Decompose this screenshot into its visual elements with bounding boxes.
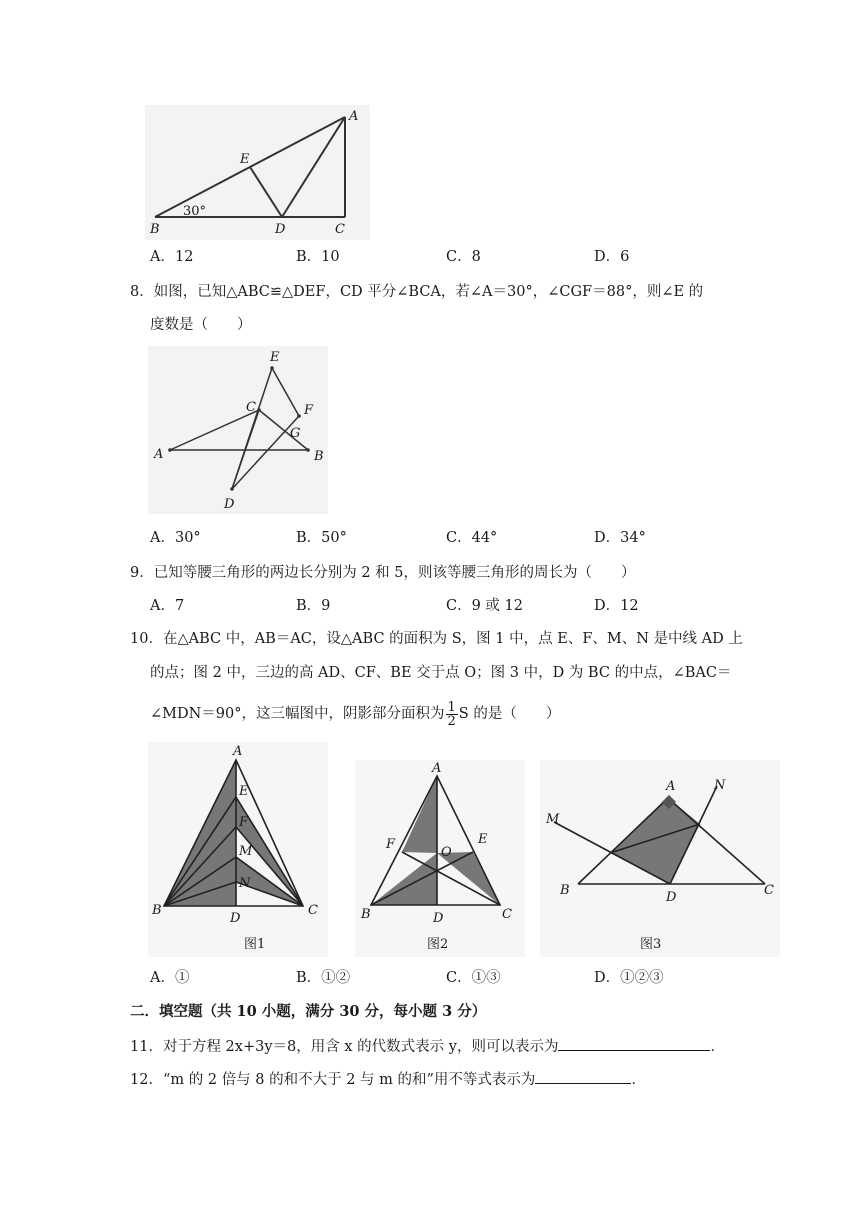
q11-answer-blank[interactable]: [558, 1036, 710, 1051]
fig1-label-n: N: [239, 876, 251, 891]
fig2-label-o: O: [441, 845, 452, 860]
fig3-label-n: N: [714, 778, 726, 793]
fig1-label-c: C: [308, 903, 318, 918]
fig1-label-b: B: [152, 903, 162, 918]
fig1-label-m: M: [239, 844, 253, 859]
q7-angle-label: 30°: [183, 204, 207, 219]
q10-option-a: A．①: [150, 970, 190, 986]
q12-stem: [130, 1069, 646, 1090]
fig2-label-e: E: [478, 832, 488, 847]
q10-stem-line1: 10．在△ABC 中，AB＝AC，设△ABC 的面积为 S，图 1 中，点 E、F、M、N 是中线 AD 上: [130, 631, 743, 647]
q8-label-g: G: [290, 426, 301, 441]
q7-label-d: D: [275, 222, 286, 237]
fig2-label-c: C: [502, 907, 512, 922]
q7-label-a: A: [349, 109, 359, 124]
q9-option-a: A．7: [150, 598, 185, 614]
fig3-label-m: M: [546, 812, 560, 827]
fig1-label-a: A: [233, 744, 243, 759]
q11-end: ．: [710, 1039, 725, 1055]
q10-option-b: B．①②: [296, 970, 351, 986]
q12-end: ．: [631, 1072, 646, 1088]
q8-figure: [148, 346, 328, 514]
q8-option-b: B．50°: [296, 530, 347, 546]
q10-stem-line2: 的点；图 2 中，三边的高 AD、CF、BE 交于点 O；图 3 中，D 为 BC 的中点，∠BAC＝: [150, 665, 732, 681]
fig3-label-b: B: [560, 883, 570, 898]
q9-option-b: B．9: [296, 598, 331, 614]
q10-stem-line3-pre: ∠MDN＝90°，这三幅图中，阴影部分面积为: [150, 706, 445, 722]
q10-figure-2: [355, 760, 525, 957]
fig2-label-d: D: [433, 911, 444, 926]
q7-option-c: C．8: [446, 249, 481, 265]
q9-stem: 9．已知等腰三角形的两边长分别为 2 和 5，则该等腰三角形的周长为（ ）: [130, 565, 636, 581]
q10-option-c: C．①③: [446, 970, 501, 986]
q10-fraction-numerator: 1: [447, 699, 456, 715]
fig3-label-d: D: [666, 890, 677, 905]
q8-option-c: C．44°: [446, 530, 498, 546]
q12-text: 12．“m 的 2 倍与 8 的和不大于 2 与 m 的和”用不等式表示为: [130, 1072, 536, 1088]
q9-option-c: C．9 或 12: [446, 598, 523, 614]
fig1-label-f: F: [239, 815, 249, 830]
fig3-label-a: A: [666, 779, 676, 794]
q10-stem-line3-post: S 的是（ ）: [458, 706, 561, 722]
q8-stem-line2: 度数是（ ）: [150, 317, 252, 333]
q8-label-d: D: [224, 497, 235, 512]
fig2-caption: 图2: [427, 937, 449, 952]
fig1-label-d: D: [230, 911, 241, 926]
q11-stem: [130, 1036, 725, 1057]
q8-option-a: A．30°: [150, 530, 201, 546]
q10-fraction-denominator: 2: [447, 713, 456, 729]
q8-label-a: A: [154, 447, 164, 462]
q10-fraction: [446, 701, 458, 728]
q7-label-e: E: [240, 152, 250, 167]
q8-label-e: E: [270, 350, 280, 365]
q8-label-f: F: [304, 403, 314, 418]
q10-figure-3: [540, 760, 780, 957]
fig1-label-e: E: [239, 784, 249, 799]
q7-figure: [145, 105, 370, 240]
q7-option-b: B．10: [296, 249, 340, 265]
fig2-label-f: F: [386, 837, 396, 852]
q8-label-c: C: [246, 400, 256, 415]
fig1-caption: 图1: [244, 937, 266, 952]
q12-answer-blank[interactable]: [535, 1069, 631, 1084]
q8-stem-line1: 8．如图，已知△ABC≌△DEF，CD 平分∠BCA，若∠A＝30°，∠CGF＝88°，则∠E 的: [130, 284, 704, 300]
q10-figure-1: [148, 742, 328, 957]
q8-label-b: B: [314, 449, 324, 464]
fig2-label-b: B: [361, 907, 371, 922]
q7-label-b: B: [150, 222, 160, 237]
q10-stem-line3: [150, 700, 560, 728]
q8-option-d: D．34°: [594, 530, 646, 546]
fig2-label-a: A: [432, 761, 442, 776]
q7-label-c: C: [335, 222, 345, 237]
q10-option-d: D．①②③: [594, 970, 664, 986]
section-heading-fill-in: 二．填空题（共 10 小题，满分 30 分，每小题 3 分）: [130, 1003, 487, 1020]
fig3-label-c: C: [764, 883, 774, 898]
q9-option-d: D．12: [594, 598, 639, 614]
fig3-caption: 图3: [640, 937, 662, 952]
q11-text: 11．对于方程 2x+3y＝8，用含 x 的代数式表示 y，则可以表示为: [130, 1039, 559, 1055]
q7-option-a: A．12: [150, 249, 194, 265]
q7-option-d: D．6: [594, 249, 630, 265]
